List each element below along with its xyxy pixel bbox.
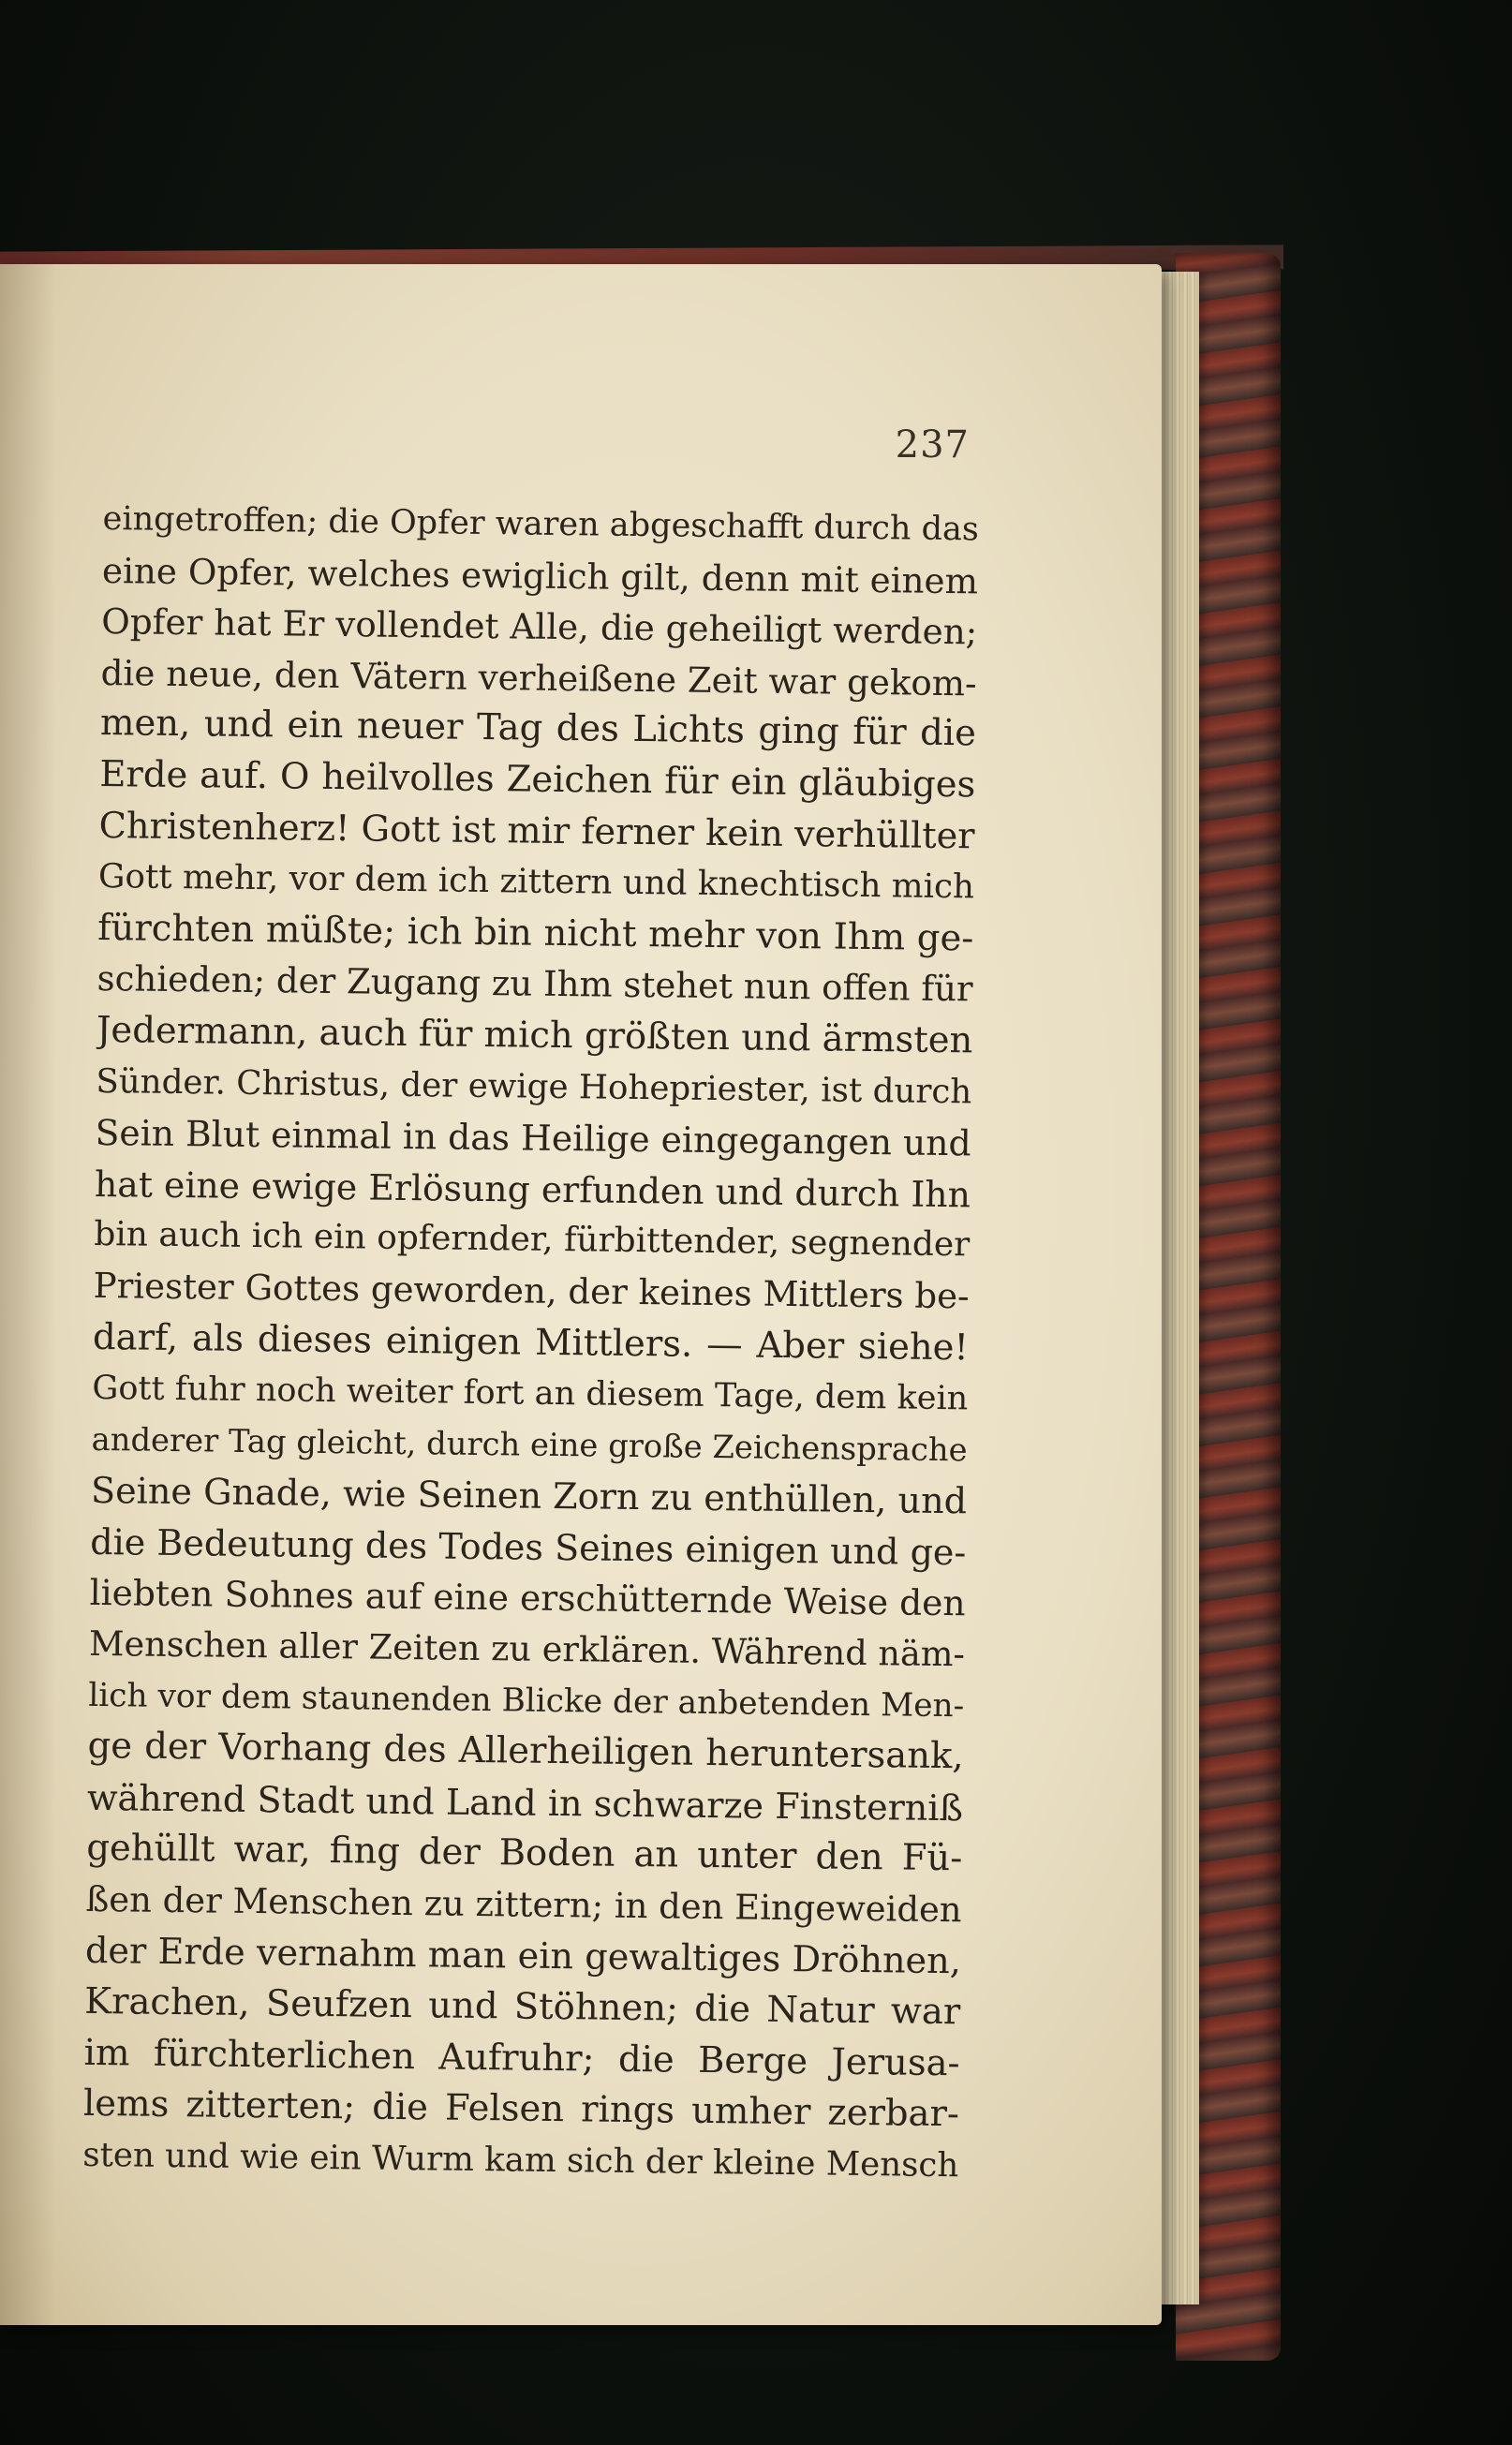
text-line: anderer Tag gleicht, durch eine große Zeichensprache	[91, 1420, 968, 1469]
body-text	[82, 494, 979, 2192]
text-line: bin auch ich ein opfernder, fürbittender, segnender	[94, 1215, 971, 1265]
text-line: die neue, den Vätern verheißene Zeit war gekom-	[100, 651, 977, 704]
text-line: Jedermann, auch für mich größten und ärmsten	[96, 1008, 973, 1062]
text-line: Gott fuhr noch weiter fort an diesem Tage, dem kein	[92, 1369, 969, 1418]
text-line: Sein Blut einmal in das Heilige eingegangen und	[95, 1112, 971, 1164]
text-line: liebten Sohnes auf eine erschütternde Weise den	[89, 1572, 966, 1624]
text-line: lems zitterten; die Felsen rings umher zerbar-	[82, 2082, 960, 2136]
text-line: lich vor dem staunenden Blicke der anbetenden Men-	[88, 1676, 965, 1725]
text-line: gehüllt war, fing der Boden an unter den Fü-	[86, 1827, 963, 1880]
text-line: Sünder. Christus, der ewige Hohepriester, ist durch	[96, 1061, 972, 1111]
text-line: während Stadt und Land in schwarze Finsterniß	[86, 1776, 964, 1830]
text-line: men, und ein neuer Tag des Lichts ging für die	[99, 702, 977, 755]
text-line: schieden; der Zugang zu Ihm stehet nun offen für	[96, 958, 973, 1010]
text-line: ge der Vorhang des Allerheiligen heruntersank,	[87, 1725, 964, 1778]
text-line: Christenherz! Gott ist mir ferner kein verhüllter	[98, 804, 975, 857]
text-line: Gott mehr, vor dem ich zittern und knechtisch mich	[97, 857, 975, 907]
text-line: fürchten müßte; ich bin nicht mehr von Ihm ge-	[97, 906, 974, 960]
text-line: Krachen, Seufzen und Stöhnen; die Natur war	[84, 1980, 961, 2034]
text-line: darf, als dieses einigen Mittlers. — Aber siehe!	[92, 1315, 970, 1369]
text-line: eine Opfer, welches ewiglich gilt, denn mit einem	[101, 549, 979, 602]
text-line: der Erde vernahm man ein gewaltiges Dröhnen,	[84, 1930, 962, 1982]
text-line: Priester Gottes geworden, der keines Mittlers be-	[93, 1265, 970, 1317]
text-line: Opfer hat Er vollendet Alle, die geheiligt werden;	[101, 600, 978, 653]
text-line: ßen der Menschen zu zittern; in den Eingeweiden	[85, 1878, 962, 1931]
text-line: im fürchterlichen Aufruhr; die Berge Jerusa-	[83, 2031, 960, 2085]
text-line: Menschen aller Zeiten zu erklären. Während näm-	[88, 1623, 966, 1675]
text-line: die Bedeutung des Todes Seines einigen und ge-	[90, 1520, 967, 1574]
text-line: sten und wie ein Wurm kam sich der kleine Mensch	[82, 2135, 959, 2186]
text-line: hat eine ewige Erlösung erfunden und durch Ihn	[94, 1163, 971, 1216]
text-line: Seine Gnade, wie Seinen Zorn zu enthüllen, und	[90, 1470, 968, 1522]
text-line: eingetroffen; die Opfer waren abgeschafft durch das	[102, 498, 979, 549]
text-line: Erde auf. O heilvolles Zeichen für ein gläubiges	[99, 752, 976, 807]
page-number: 237	[895, 423, 970, 467]
book-page	[0, 264, 1162, 2325]
